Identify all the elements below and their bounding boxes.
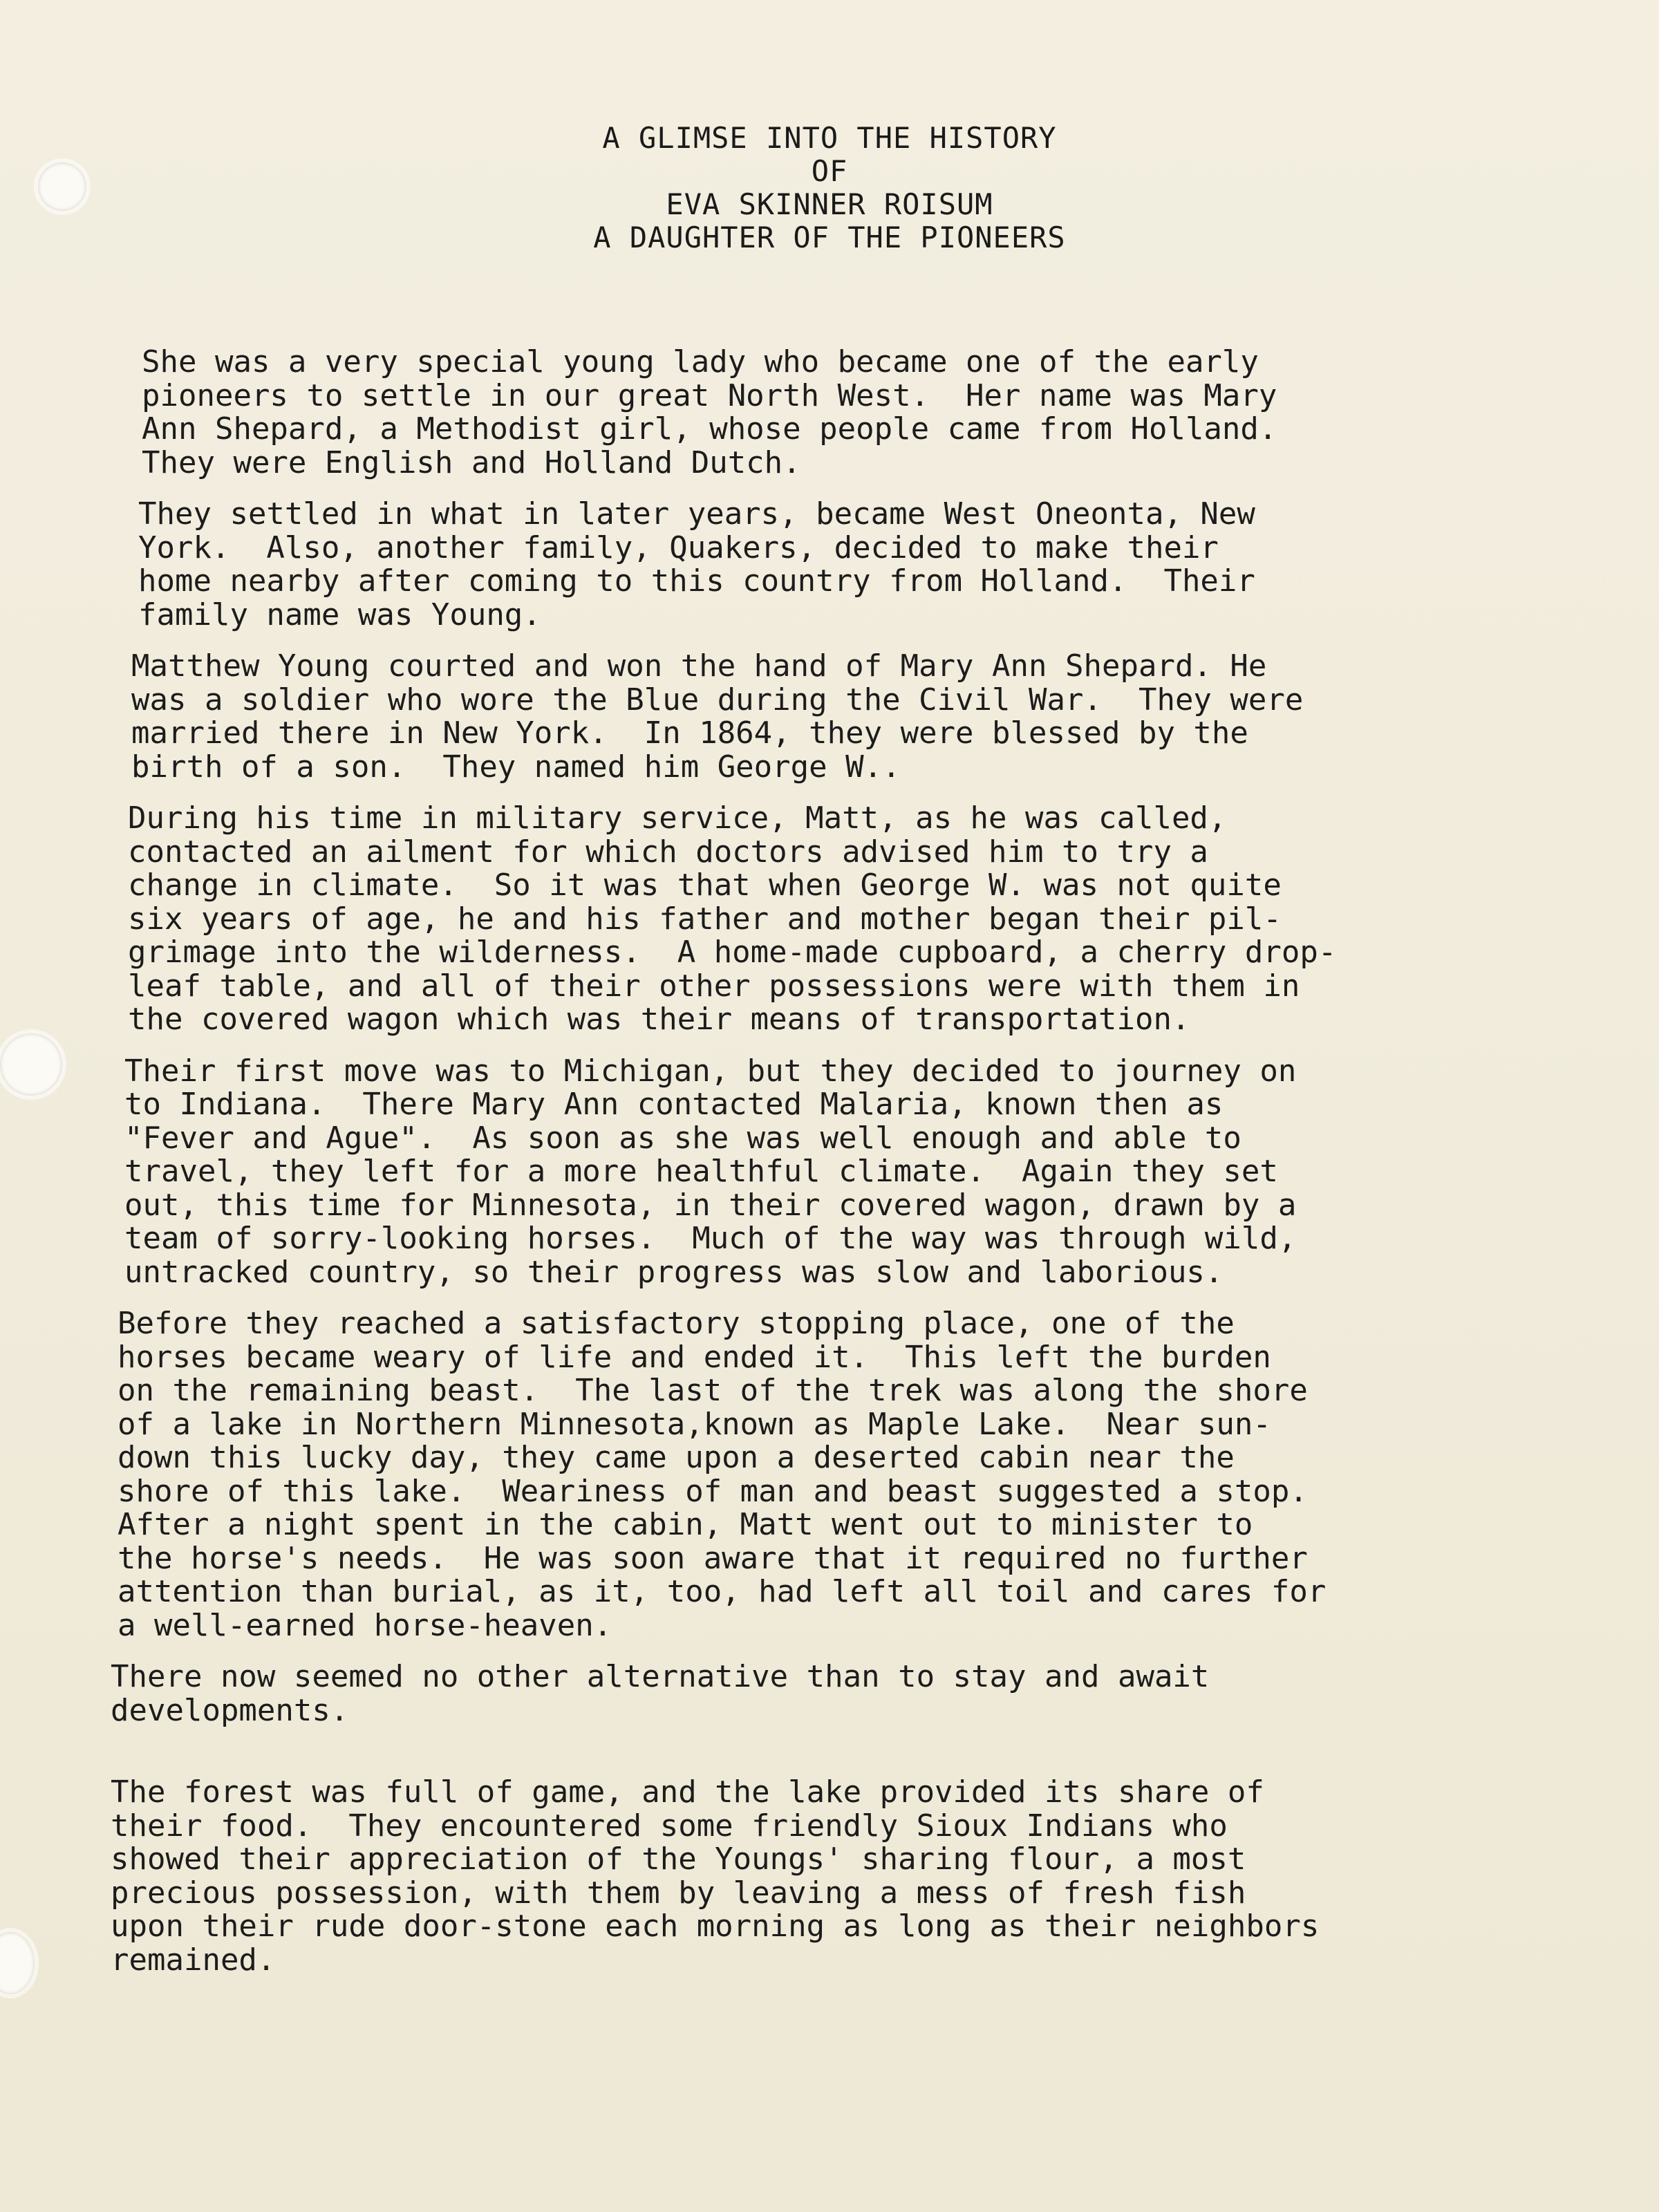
text-line: Matthew Young courted and won the hand of Mary Ann Shepard. He	[131, 648, 1267, 684]
text-line: She was a very special young lady who became one of the early	[142, 344, 1259, 379]
text-line: grimage into the wilderness. A home-made cupboard, a cherry drop-	[128, 935, 1337, 970]
text-line: down this lucky day, they came upon a deserted cabin near the	[118, 1440, 1235, 1475]
text-line: the horse's needs. He was soon aware that it required no further	[118, 1540, 1308, 1576]
text-line: out, this time for Minnesota, in their covered wagon, drawn by a	[124, 1187, 1297, 1223]
text-line: They settled in what in later years, became West Oneonta, New	[138, 496, 1255, 532]
text-line: birth of a son. They named him George W..	[131, 749, 901, 785]
text-line: their food. They encountered some friendly Sioux Indians who	[111, 1808, 1228, 1844]
text-line: The forest was full of game, and the lake provided its share of	[111, 1774, 1264, 1810]
paragraph	[111, 1055, 1548, 1290]
text-line: to Indiana. There Mary Ann contacted Malaria, known then as	[124, 1087, 1224, 1122]
paragraph	[111, 1776, 1548, 1977]
text-line: York. Also, another family, Quakers, decided to make their	[138, 529, 1219, 565]
text-line: During his time in military service, Matt, as he was called,	[128, 800, 1227, 836]
title-line: A DAUGHTER OF THE PIONEERS	[593, 221, 1066, 254]
text-line: precious possession, with them by leaving a mess of fresh fish	[111, 1875, 1246, 1911]
text-line: Ann Shepard, a Methodist girl, whose people came from Holland.	[142, 411, 1277, 447]
text-line: developments.	[111, 1692, 349, 1728]
document-title	[0, 122, 1659, 254]
text-line: pioneers to settle in our great North West. Her name was Mary	[142, 377, 1277, 413]
text-line: Their first move was to Michigan, but they decided to journey on	[124, 1053, 1297, 1089]
text-line: shore of this lake. Weariness of man and beast suggested a stop.	[118, 1473, 1308, 1509]
title-line: OF	[811, 154, 848, 188]
text-line: "Fever and Ague". As soon as she was well enough and able to	[124, 1120, 1241, 1156]
text-line: showed their appreciation of the Youngs' sharing flour, a most	[111, 1841, 1246, 1877]
title-line: EVA SKINNER ROISUM	[666, 187, 993, 221]
text-line: remained.	[111, 1942, 276, 1978]
text-line: of a lake in Northern Minnesota,known as Maple Lake. Near sun-	[118, 1406, 1271, 1442]
text-line: leaf table, and all of their other possessions were with them in	[128, 968, 1300, 1004]
text-line: home nearby after coming to this country from Holland. Their	[138, 563, 1255, 599]
punch-hole	[0, 1932, 35, 1994]
text-line: a well-earned horse-heaven.	[118, 1607, 612, 1643]
paragraph	[111, 802, 1548, 1037]
punch-hole	[0, 1033, 62, 1096]
text-line: After a night spent in the cabin, Matt went out to minister to	[118, 1507, 1253, 1542]
text-line: Before they reached a satisfactory stopping place, one of the	[118, 1306, 1235, 1341]
text-line: They were English and Holland Dutch.	[142, 444, 801, 480]
paragraph	[111, 498, 1548, 632]
text-line: six years of age, he and his father and mother began their pil-	[128, 901, 1282, 937]
text-line: untracked country, so their progress was slow and laborious.	[124, 1254, 1224, 1290]
paragraph	[111, 346, 1548, 480]
text-line: married there in New York. In 1864, they were blessed by the	[131, 715, 1248, 751]
text-line: upon their rude door-stone each morning as long as their neighbors	[111, 1909, 1320, 1944]
text-line: was a soldier who wore the Blue during the Civil War. They were	[131, 682, 1304, 718]
text-line: travel, they left for a more healthful climate. Again they set	[124, 1154, 1278, 1189]
text-line: contacted an ailment for which doctors advised him to try a	[128, 834, 1208, 870]
text-line: family name was Young.	[138, 597, 541, 632]
paragraph	[111, 650, 1548, 784]
text-line: on the remaining beast. The last of the trek was along the shore	[118, 1373, 1308, 1408]
text-line: There now seemed no other alternative than to stay and await	[111, 1659, 1210, 1694]
document-body	[111, 346, 1548, 1995]
text-line: horses became weary of life and ended it. This left the burden	[118, 1339, 1271, 1375]
title-line: A GLIMSE INTO THE HISTORY	[602, 121, 1057, 155]
text-line: attention than burial, as it, too, had left all toil and cares for	[118, 1574, 1327, 1609]
paragraph	[111, 1660, 1548, 1727]
paragraph	[111, 1307, 1548, 1642]
text-line: the covered wagon which was their means of transportation.	[128, 1002, 1190, 1037]
text-line: team of sorry-looking horses. Much of the way was through wild,	[124, 1221, 1297, 1256]
text-line: change in climate. So it was that when George W. was not quite	[128, 868, 1282, 903]
